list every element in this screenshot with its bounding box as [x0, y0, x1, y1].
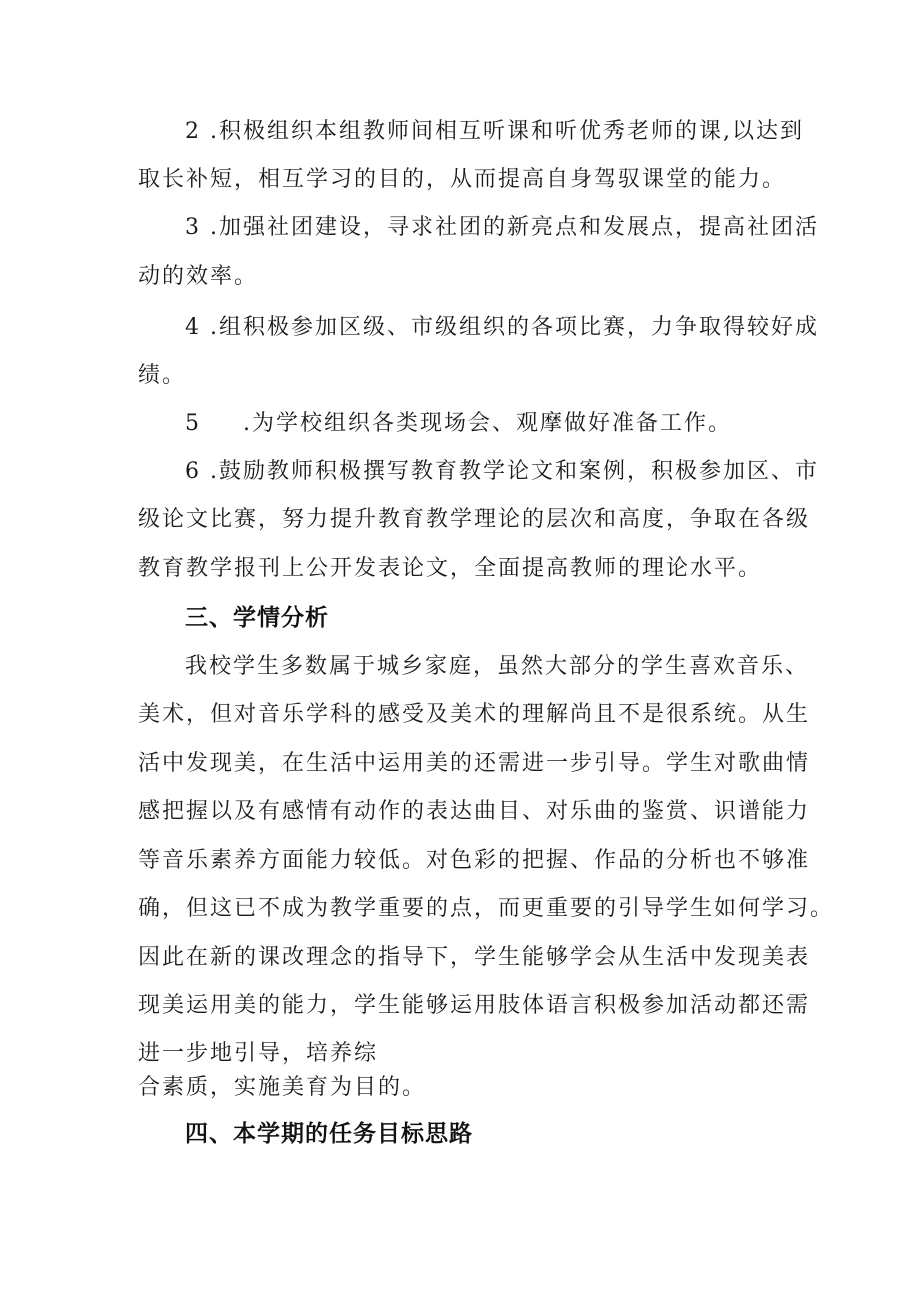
- section-3-heading: 三、学情分析: [185, 605, 329, 631]
- item-2-line-2: 取长补短，相互学习的目的，从而提高自身驾驭课堂的能力。: [138, 167, 787, 192]
- item-5-text: .为学校组织各类现场会、观摩做好准备工作。: [243, 411, 732, 436]
- item-6-line-1: 6 .鼓励教师积极撰写教育教学论文和案例，积极参加区、市: [185, 459, 819, 484]
- section-3-line-9: 进一步地引导，培养综: [138, 1041, 379, 1066]
- section-3-line-8: 现美运用美的能力，学生能够运用肢体语言积极参加活动都还需: [138, 993, 811, 1018]
- item-6-line-3: 教育教学报刊上公开发表论文，全面提高教师的理论水平。: [138, 556, 763, 581]
- item-2-line-1: 2 .积极组织本组教师间相互听课和听优秀老师的课,以达到: [185, 119, 804, 144]
- item-4-line-1: 4 .组积极参加区级、市级组织的各项比赛，力争取得较好成: [185, 315, 819, 340]
- section-3-line-5: 等音乐素养方面能力较低。对色彩的把握、作品的分析也不够准: [138, 848, 811, 873]
- item-6-line-2: 级论文比赛，努力提升教育教学理论的层次和高度，争取在各级: [138, 507, 811, 532]
- item-3-line-1: 3 .加强社团建设，寻求社团的新亮点和发展点，提高社团活: [185, 215, 819, 240]
- section-3-line-6: 确，但这已不成为教学重要的点，而更重要的引导学生如何学习。: [138, 896, 835, 921]
- section-3-line-4: 感把握以及有感情有动作的表达曲目、对乐曲的鉴赏、识谱能力: [138, 799, 811, 824]
- item-3-line-2: 动的效率。: [138, 264, 259, 289]
- section-3-line-10: 合素质，实施美育为目的。: [138, 1075, 427, 1100]
- section-4-heading: 四、本学期的任务目标思路: [185, 1121, 473, 1147]
- section-3-line-1: 我校学生多数属于城乡家庭，虽然大部分的学生喜欢音乐、: [185, 654, 810, 679]
- item-4-line-2: 绩。: [138, 363, 187, 388]
- section-3-line-7: 因此在新的课改理念的指导下，学生能够学会从生活中发现美表: [138, 945, 811, 970]
- section-3-line-2: 美术，但对音乐学科的感受及美术的理解尚且不是很系统。从生: [138, 702, 811, 727]
- item-5-number: 5: [185, 411, 201, 436]
- section-3-line-3: 活中发现美，在生活中运用美的还需进一步引导。学生对歌曲情: [138, 751, 811, 776]
